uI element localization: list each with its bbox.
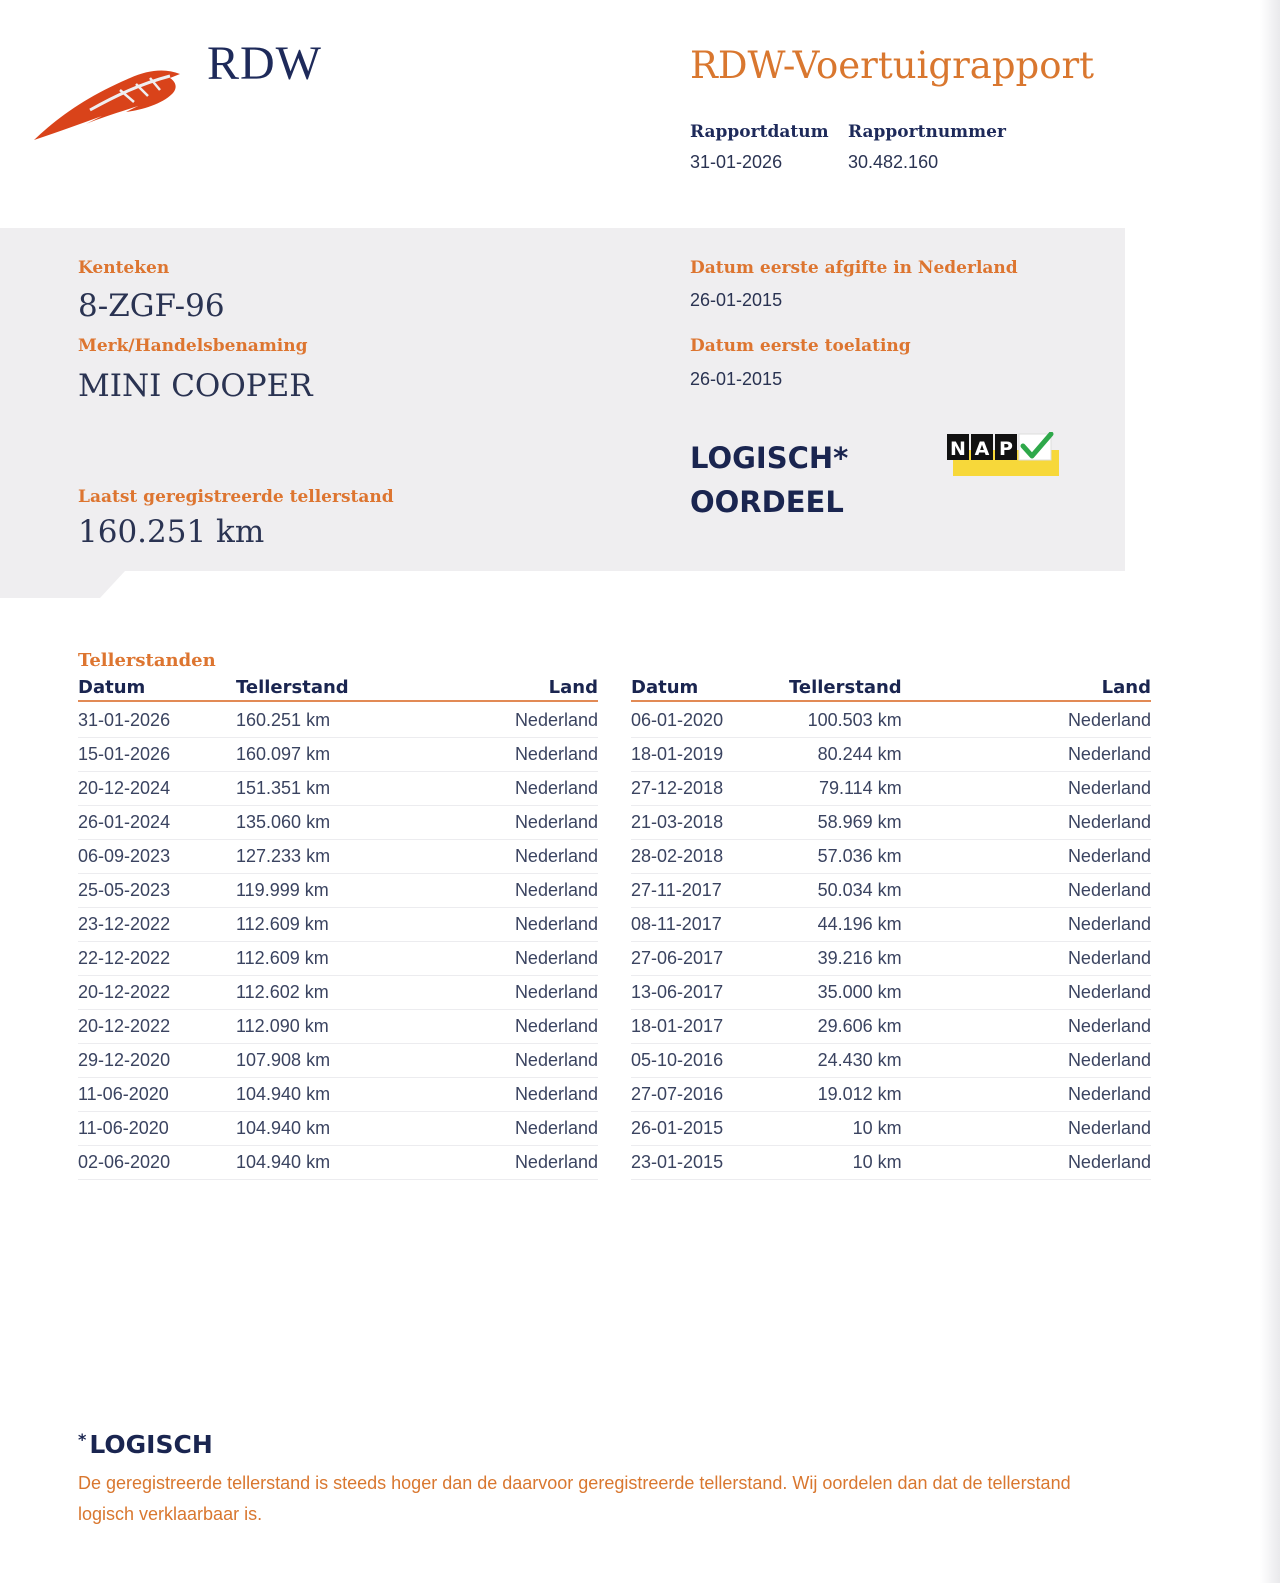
cell-date: 18-01-2019	[631, 738, 789, 772]
cell-country: Nederland	[902, 1010, 1151, 1044]
table-row	[631, 806, 1151, 840]
cell-reading: 10 km	[789, 1146, 902, 1180]
cell-date: 27-11-2017	[631, 874, 789, 908]
cell-date: 22-12-2022	[78, 942, 236, 976]
table-row	[631, 840, 1151, 874]
cell-reading: 57.036 km	[789, 840, 902, 874]
first-admission-date: 26-01-2015	[690, 369, 783, 389]
nap-check-icon	[947, 432, 1061, 478]
cell-date: 15-01-2026	[78, 738, 236, 772]
cell-country: Nederland	[902, 738, 1151, 772]
cell-reading: 100.503 km	[789, 701, 902, 738]
cell-reading: 104.940 km	[236, 1146, 376, 1180]
table-row	[631, 874, 1151, 908]
cell-date: 02-06-2020	[78, 1146, 236, 1180]
cell-country: Nederland	[376, 874, 598, 908]
cell-country: Nederland	[376, 1078, 598, 1112]
cell-reading: 19.012 km	[789, 1078, 902, 1112]
cell-date: 23-01-2015	[631, 1146, 789, 1180]
cell-date: 20-12-2024	[78, 772, 236, 806]
col-country: Land	[902, 676, 1151, 701]
table-row	[631, 1010, 1151, 1044]
odometer-label: Laatst geregistreerde tellerstand	[78, 487, 394, 507]
cell-date: 31-01-2026	[78, 701, 236, 738]
table-header-row	[631, 676, 1151, 701]
license-plate: 8-ZGF-96	[78, 288, 225, 324]
cell-reading: 112.602 km	[236, 976, 376, 1010]
report-number-block	[848, 122, 1006, 173]
cell-country: Nederland	[902, 840, 1151, 874]
report-date-block	[690, 122, 829, 173]
table-row	[78, 1010, 598, 1044]
plate-label: Kenteken	[78, 258, 170, 278]
table-row	[631, 1078, 1151, 1112]
cell-reading: 24.430 km	[789, 1044, 902, 1078]
verdict-line-2: OORDEEL	[690, 485, 844, 519]
readings-table-left	[78, 676, 598, 1180]
table-row	[631, 908, 1151, 942]
nap-letter-n: N	[950, 438, 966, 460]
cell-date: 05-10-2016	[631, 1044, 789, 1078]
last-odometer: 160.251 km	[78, 514, 265, 550]
cell-date: 08-11-2017	[631, 908, 789, 942]
table-row	[78, 1044, 598, 1078]
table-row	[78, 1146, 598, 1180]
cell-reading: 112.609 km	[236, 908, 376, 942]
cell-reading: 80.244 km	[789, 738, 902, 772]
cell-date: 20-12-2022	[78, 1010, 236, 1044]
cell-date: 13-06-2017	[631, 976, 789, 1010]
table-row	[631, 976, 1151, 1010]
table-row	[631, 701, 1151, 738]
cell-reading: 119.999 km	[236, 874, 376, 908]
table-row	[78, 772, 598, 806]
cell-reading: 104.940 km	[236, 1112, 376, 1146]
cell-reading: 79.114 km	[789, 772, 902, 806]
cell-country: Nederland	[376, 738, 598, 772]
rdw-logo-icon	[30, 60, 190, 150]
cell-date: 25-05-2023	[78, 874, 236, 908]
table-row	[631, 1112, 1151, 1146]
cell-reading: 10 km	[789, 1112, 902, 1146]
table-row	[78, 806, 598, 840]
cell-country: Nederland	[376, 908, 598, 942]
nap-letter-p: P	[999, 438, 1013, 460]
page-edge-shadow	[1260, 0, 1280, 1583]
cell-country: Nederland	[902, 908, 1151, 942]
cell-reading: 160.097 km	[236, 738, 376, 772]
table-row	[78, 1078, 598, 1112]
cell-country: Nederland	[902, 1112, 1151, 1146]
table-row	[78, 1112, 598, 1146]
cell-country: Nederland	[902, 1044, 1151, 1078]
cell-reading: 104.940 km	[236, 1078, 376, 1112]
table-row	[631, 942, 1151, 976]
col-date: Datum	[631, 676, 789, 701]
make-label: Merk/Handelsbenaming	[78, 336, 308, 356]
vehicle-make: MINI COOPER	[78, 368, 313, 404]
cell-date: 20-12-2022	[78, 976, 236, 1010]
report-date-label: Rapportdatum	[690, 122, 829, 142]
table-row	[631, 738, 1151, 772]
footnote-title	[78, 1430, 213, 1459]
table-row	[78, 942, 598, 976]
first-issue-label: Datum eerste afgifte in Nederland	[690, 258, 1018, 278]
col-date: Datum	[78, 676, 236, 701]
table-row	[78, 840, 598, 874]
cell-country: Nederland	[902, 772, 1151, 806]
cell-date: 27-06-2017	[631, 942, 789, 976]
cell-reading: 58.969 km	[789, 806, 902, 840]
table-row	[631, 1146, 1151, 1180]
cell-date: 29-12-2020	[78, 1044, 236, 1078]
cell-date: 28-02-2018	[631, 840, 789, 874]
cell-reading: 112.090 km	[236, 1010, 376, 1044]
cell-date: 27-12-2018	[631, 772, 789, 806]
cell-reading: 160.251 km	[236, 701, 376, 738]
cell-reading: 112.609 km	[236, 942, 376, 976]
cell-reading: 44.196 km	[789, 908, 902, 942]
first-issue-date: 26-01-2015	[690, 290, 783, 310]
table-row	[78, 738, 598, 772]
nap-letter-a: A	[974, 438, 990, 460]
col-reading: Tellerstand	[789, 676, 902, 701]
report-date: 31-01-2026	[690, 152, 783, 172]
table-row	[78, 976, 598, 1010]
cell-date: 23-12-2022	[78, 908, 236, 942]
cell-country: Nederland	[376, 772, 598, 806]
report-number: 30.482.160	[848, 152, 939, 172]
panel-tab-shape	[0, 571, 125, 598]
verdict-line-1: LOGISCH*	[690, 441, 849, 475]
brand-name: RDW	[207, 37, 322, 90]
cell-country: Nederland	[376, 976, 598, 1010]
cell-date: 11-06-2020	[78, 1078, 236, 1112]
table-row	[78, 908, 598, 942]
cell-date: 21-03-2018	[631, 806, 789, 840]
readings-table-right	[631, 676, 1151, 1180]
cell-country: Nederland	[376, 806, 598, 840]
cell-country: Nederland	[376, 1044, 598, 1078]
cell-country: Nederland	[376, 942, 598, 976]
cell-reading: 107.908 km	[236, 1044, 376, 1078]
cell-date: 06-09-2023	[78, 840, 236, 874]
cell-date: 26-01-2015	[631, 1112, 789, 1146]
col-country: Land	[376, 676, 598, 701]
report-number-label: Rapportnummer	[848, 122, 1006, 142]
cell-country: Nederland	[902, 1078, 1151, 1112]
cell-reading: 29.606 km	[789, 1010, 902, 1044]
cell-reading: 135.060 km	[236, 806, 376, 840]
table-row	[631, 1044, 1151, 1078]
cell-date: 06-01-2020	[631, 701, 789, 738]
cell-country: Nederland	[902, 1146, 1151, 1180]
cell-country: Nederland	[376, 1010, 598, 1044]
table-header-row	[78, 676, 598, 701]
cell-reading: 127.233 km	[236, 840, 376, 874]
col-reading: Tellerstand	[236, 676, 376, 701]
report-title: RDW-Voertuigrapport	[690, 44, 1095, 87]
cell-date: 11-06-2020	[78, 1112, 236, 1146]
cell-date: 27-07-2016	[631, 1078, 789, 1112]
table-row	[78, 701, 598, 738]
footnote-heading: LOGISCH	[89, 1430, 213, 1459]
footnote-star: *	[78, 1430, 87, 1449]
table-row	[78, 874, 598, 908]
cell-reading: 50.034 km	[789, 874, 902, 908]
cell-reading: 39.216 km	[789, 942, 902, 976]
first-admission-label: Datum eerste toelating	[690, 336, 911, 356]
cell-reading: 151.351 km	[236, 772, 376, 806]
cell-country: Nederland	[902, 942, 1151, 976]
cell-country: Nederland	[902, 806, 1151, 840]
verdict	[690, 436, 848, 524]
cell-date: 26-01-2024	[78, 806, 236, 840]
cell-country: Nederland	[902, 874, 1151, 908]
cell-country: Nederland	[902, 976, 1151, 1010]
cell-country: Nederland	[376, 701, 598, 738]
cell-country: Nederland	[902, 701, 1151, 738]
cell-date: 18-01-2017	[631, 1010, 789, 1044]
table-row	[631, 772, 1151, 806]
cell-reading: 35.000 km	[789, 976, 902, 1010]
cell-country: Nederland	[376, 1146, 598, 1180]
cell-country: Nederland	[376, 840, 598, 874]
footnote-text: De geregistreerde tellerstand is steeds hoger dan de daarvoor geregistreerde tellerstand. Wij oordelen dan dat de tellerstand logisch verklaarbaar is.	[78, 1473, 1071, 1524]
readings-title: Tellerstanden	[78, 650, 216, 671]
cell-country: Nederland	[376, 1112, 598, 1146]
